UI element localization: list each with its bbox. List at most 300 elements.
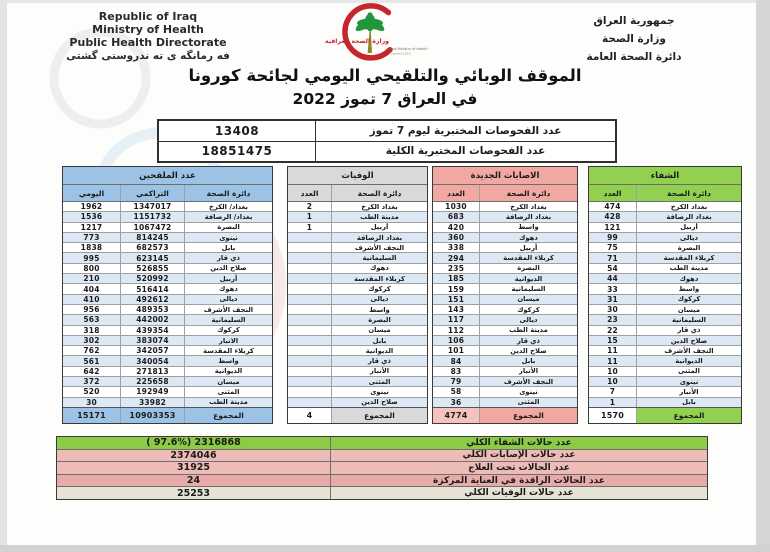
count-cell: 31: [607, 294, 618, 304]
table-row: [288, 314, 427, 324]
count-cell: 302: [83, 336, 100, 345]
governorate-cell: المثنى: [184, 387, 272, 396]
governorate-cell: بغداد/ الكرخ: [184, 202, 272, 211]
table-row: [433, 325, 577, 335]
count-cell: 1217: [80, 222, 103, 232]
count-cell: 7: [609, 387, 616, 397]
governorate-cell: صلاح الدين: [331, 398, 427, 407]
count-cell: 159: [447, 284, 465, 294]
count-cell: 404: [83, 284, 100, 294]
count-cell: 682573: [120, 243, 184, 252]
count-cell: 15: [607, 336, 618, 345]
governorate-cell: ميسان: [331, 326, 427, 335]
count-cell: 30: [86, 397, 97, 407]
count-cell: 428: [604, 212, 621, 222]
governorate-cell: بابل: [184, 243, 272, 252]
table-row: [288, 242, 427, 252]
column-header: دائرة الصحة: [636, 185, 741, 201]
governorate-cell: صلاح الدين: [636, 336, 741, 345]
table-row: [589, 376, 741, 386]
total-count-cell: 4: [288, 408, 331, 423]
column-header: دائرة الصحة: [479, 185, 577, 201]
governorate-cell: السليمانية: [331, 253, 427, 262]
logo-arabic-text: وزارة الصحة العراقية: [325, 38, 389, 45]
table-row: [589, 252, 741, 262]
total-tests-label: عدد الفحوصات المختبرية الكلية: [385, 145, 546, 158]
governorate-cell: الأنبار: [479, 367, 577, 376]
summary-label: عدد الحالات تحت العلاج: [331, 462, 707, 474]
total-count-cell: 4774: [433, 408, 479, 423]
count-cell: 185: [447, 274, 465, 284]
governorate-cell: ذي قار: [184, 253, 272, 262]
count-cell: [288, 295, 331, 304]
table-row: [433, 202, 577, 211]
count-cell: [288, 346, 331, 355]
table-row: [589, 304, 741, 314]
governorate-cell: السليمانية: [184, 315, 272, 324]
governorate-cell: مدينة الطب: [331, 212, 427, 221]
governorate-cell: الديوانية: [184, 367, 272, 376]
governorate-cell: الديوانية: [331, 346, 427, 355]
governorate-cell: مدينة الطب: [636, 264, 741, 273]
count-cell: 33982: [120, 398, 184, 407]
column-header: العدد: [589, 185, 636, 201]
count-cell: 1030: [445, 202, 467, 212]
count-cell: 623145: [120, 253, 184, 262]
governorate-cell: ديالى: [184, 295, 272, 304]
count-cell: [288, 326, 331, 335]
governorate-cell: البصرة: [184, 223, 272, 232]
table-row: [288, 304, 427, 314]
table-row: [433, 366, 577, 376]
governorate-cell: المثنى: [636, 367, 741, 376]
vaccinated-table: [62, 166, 273, 424]
table-row: [63, 335, 272, 345]
count-cell: [288, 398, 331, 407]
governorate-cell: بغداد الكرخ: [331, 202, 427, 211]
count-cell: 474: [604, 202, 621, 212]
count-cell: 338: [447, 243, 465, 253]
count-cell: 1067472: [120, 223, 184, 232]
governorate-cell: بغداد الكرخ: [636, 202, 741, 211]
table-header-row: [433, 185, 577, 202]
governorate-cell: ديالى: [331, 295, 427, 304]
summary-label: عدد حالات الإصابات الكلي: [331, 450, 707, 462]
count-cell: 492612: [120, 295, 184, 304]
count-cell: [288, 387, 331, 396]
table-row: [433, 355, 577, 365]
table-row: [63, 242, 272, 252]
governorate-cell: أربيل: [331, 223, 427, 232]
count-cell: 33: [607, 284, 618, 294]
governorate-cell: صلاح الدين: [479, 346, 577, 355]
governorate-cell: بابل: [331, 336, 427, 345]
governorate-cell: بغداد/ الرصافة: [184, 212, 272, 221]
count-cell: 225658: [120, 377, 184, 386]
count-cell: 235: [447, 263, 465, 273]
table-row: [288, 376, 427, 386]
count-cell: 383074: [120, 336, 184, 345]
table-row: [63, 283, 272, 293]
letterhead-kurdish: فه رمانگه ی ته ندروستی گشتی: [66, 50, 230, 62]
table-row: [63, 386, 272, 396]
daily-tests-label: عدد الفحوصات المختبرية ليوم 7 تموز: [369, 124, 562, 137]
count-cell: 294: [447, 253, 465, 263]
table-row: [288, 252, 427, 262]
totals-summary-table: [56, 436, 708, 500]
governorate-cell: دهوك: [184, 284, 272, 293]
table-row: [63, 376, 272, 386]
table-row: [433, 211, 577, 221]
count-cell: 439354: [120, 326, 184, 335]
governorate-cell: دهوك: [331, 264, 427, 273]
table-header-row: [589, 185, 741, 202]
summary-row: [57, 486, 707, 499]
count-cell: [288, 356, 331, 365]
governorate-cell: النجف الأشرف: [184, 305, 272, 314]
total-tests-value: 18851475: [159, 142, 316, 162]
table-total-row: [589, 407, 741, 423]
table-row: [433, 304, 577, 314]
table-row: [589, 294, 741, 304]
count-cell: 112: [447, 325, 465, 335]
table-row: [288, 397, 427, 407]
governorate-cell: بابل: [479, 356, 577, 365]
governorate-cell: مدينة الطب: [184, 398, 272, 407]
summary-row: [57, 437, 707, 449]
count-cell: 342057: [120, 346, 184, 355]
table-row: [63, 202, 272, 211]
governorate-cell: واسط: [184, 356, 272, 365]
count-cell: 83: [450, 366, 462, 376]
letterhead-english-line3: Public Health Directorate: [69, 36, 227, 49]
letterhead-arabic-line3: دائرة الصحة العامة: [586, 51, 682, 63]
governorate-cell: بابل: [636, 398, 741, 407]
count-cell: 44: [607, 274, 618, 284]
deaths-table: [287, 166, 428, 424]
summary-value: 25253: [57, 487, 331, 499]
table-row: [589, 211, 741, 221]
table-row: [589, 232, 741, 242]
count-cell: 683: [447, 212, 465, 222]
table-row: [63, 273, 272, 283]
table-row: [63, 366, 272, 376]
table-row: [589, 314, 741, 324]
governorate-cell: بغداد الرصافة: [636, 212, 741, 221]
governorate-cell: الديوانية: [636, 356, 741, 365]
count-cell: 79: [450, 377, 462, 387]
summary-label: عدد حالات الشفاء الكلي: [331, 437, 707, 449]
table-row: [589, 242, 741, 252]
governorate-cell: أربيل: [636, 223, 741, 232]
summary-row: [57, 461, 707, 474]
table-row: [63, 232, 272, 242]
count-cell: 121: [604, 222, 621, 232]
table-row: [433, 376, 577, 386]
governorate-cell: السليمانية: [636, 315, 741, 324]
count-cell: 23: [607, 315, 618, 325]
governorate-cell: نينوى: [184, 233, 272, 242]
count-cell: 11: [607, 356, 618, 366]
table-row: [433, 232, 577, 242]
ministry-of-health-logo-icon: [325, 2, 437, 64]
count-cell: 99: [607, 233, 618, 243]
count-cell: 420: [447, 222, 465, 232]
column-header: دائرة الصحة: [184, 185, 272, 201]
count-cell: [288, 243, 331, 252]
count-cell: 773: [83, 233, 100, 243]
table-row: [63, 355, 272, 365]
table-row: [589, 222, 741, 232]
governorate-cell: الديوانية: [479, 274, 577, 283]
table-total-row: [433, 407, 577, 423]
table-header-row: [288, 185, 427, 202]
count-cell: 318: [83, 325, 100, 335]
count-cell: 1536: [80, 212, 103, 222]
palm-tree-icon: [354, 11, 387, 53]
daily-tests-value: 13408: [159, 121, 316, 141]
table-row: [433, 263, 577, 273]
governorate-cell: كركوك: [184, 326, 272, 335]
table-row: [63, 304, 272, 314]
table-row: [288, 355, 427, 365]
count-cell: 561: [83, 356, 100, 366]
governorate-cell: أربيل: [184, 274, 272, 283]
governorate-cell: كربلاء المقدسة: [479, 253, 577, 262]
table-row: [63, 263, 272, 273]
governorate-cell: الأنبار: [636, 387, 741, 396]
table-row: [589, 345, 741, 355]
table-row: [63, 222, 272, 232]
total-count-cell: 15171: [63, 408, 120, 423]
column-header: التراكمي: [120, 185, 184, 201]
table-row: [433, 397, 577, 407]
table-row: [63, 314, 272, 324]
table-row: [433, 386, 577, 396]
total-label-cell: المجموع: [636, 408, 741, 423]
total-label-cell: المجموع: [184, 408, 272, 423]
governorate-cell: دهوك: [479, 233, 577, 242]
governorate-cell: مدينة الطب: [479, 326, 577, 335]
table-row: [63, 294, 272, 304]
count-cell: 84: [450, 356, 462, 366]
table-row: [288, 366, 427, 376]
recovery-table: [588, 166, 742, 424]
count-cell: [288, 336, 331, 345]
count-cell: 442002: [120, 315, 184, 324]
count-cell: 340054: [120, 356, 184, 365]
governorate-cell: البصرة: [636, 243, 741, 252]
count-cell: 192949: [120, 387, 184, 396]
governorate-cell: نينوى: [331, 387, 427, 396]
count-cell: [288, 264, 331, 273]
governorate-cell: واسط: [479, 223, 577, 232]
letterhead-arabic-line1: جمهورية العراق: [593, 15, 675, 27]
governorate-cell: النجف الأشرف: [636, 346, 741, 355]
logo-founded-text: Founded 1920: [389, 51, 411, 56]
governorate-cell: واسط: [331, 305, 427, 314]
letterhead-english-line2: Ministry of Health: [92, 23, 204, 36]
table-row: [288, 273, 427, 283]
column-header: اليومي: [63, 185, 120, 201]
table-row: [433, 283, 577, 293]
governorate-cell: ميسان: [636, 305, 741, 314]
letterhead-arabic: [558, 12, 710, 66]
count-cell: [288, 253, 331, 262]
table-row: [288, 335, 427, 345]
summary-label: عدد حالات الوفيات الكلي: [331, 487, 707, 499]
summary-value: 2374046: [57, 450, 331, 462]
new-infections-table: [432, 166, 578, 424]
count-cell: 2: [306, 202, 313, 212]
governorate-cell: بغداد الكرخ: [479, 202, 577, 211]
total-label-cell: المجموع: [479, 408, 577, 423]
governorate-cell: الانبار: [184, 336, 272, 345]
table-row: [589, 335, 741, 345]
table-title: الوفيات: [288, 167, 427, 185]
report-title-line1: الموقف الوبائي والتلقيحي اليومي لجائحة كورونا: [188, 66, 582, 85]
table-row: [288, 283, 427, 293]
governorate-cell: المثنى: [479, 398, 577, 407]
count-cell: 58: [450, 387, 462, 397]
table-row: [589, 263, 741, 273]
lab-tests-table: [157, 119, 617, 163]
summary-value: 31925: [57, 462, 331, 474]
table-row: [589, 202, 741, 211]
governorate-cell: كربلاء المقدسة: [184, 346, 272, 355]
table-title: الشفاء: [589, 167, 741, 185]
table-header-row: [63, 185, 272, 202]
logo-english-text: Iraqi Ministry of Health: [389, 47, 428, 51]
table-row: [63, 397, 272, 407]
count-cell: 800: [83, 263, 100, 273]
count-cell: 995: [83, 253, 100, 263]
count-cell: [288, 305, 331, 314]
table-row: [433, 252, 577, 262]
table-row: [433, 273, 577, 283]
letterhead-english: [58, 10, 238, 63]
count-cell: 1962: [80, 202, 103, 212]
count-cell: 814245: [120, 233, 184, 242]
governorate-cell: ديالى: [636, 233, 741, 242]
count-cell: 71: [607, 253, 618, 263]
governorate-cell: بغداد الرصافة: [331, 233, 427, 242]
table-total-row: [288, 407, 427, 423]
governorate-cell: المثنى: [331, 377, 427, 386]
table-row: [288, 386, 427, 396]
table-row: [433, 335, 577, 345]
governorate-cell: الأنبار: [331, 367, 427, 376]
governorate-cell: كركوك: [636, 295, 741, 304]
summary-row: [57, 449, 707, 462]
table-row: [433, 222, 577, 232]
summary-label: عدد الحالات الراقدة في العناية المركزة: [331, 475, 707, 487]
count-cell: [288, 367, 331, 376]
governorate-cell: ذي قار: [331, 356, 427, 365]
count-cell: 54: [607, 263, 618, 273]
count-cell: 642: [83, 366, 100, 376]
table-row: [63, 345, 272, 355]
count-cell: 1: [306, 222, 313, 232]
letterhead-arabic-line2: وزارة الصحة: [602, 33, 666, 45]
count-cell: 101: [447, 346, 465, 356]
total-count-cell: 10903353: [120, 408, 184, 423]
count-cell: 10: [607, 377, 618, 387]
count-cell: 151: [447, 294, 465, 304]
count-cell: 762: [83, 346, 100, 356]
count-cell: [288, 274, 331, 283]
count-cell: [288, 284, 331, 293]
total-count-cell: 1570: [589, 408, 636, 423]
count-cell: 271813: [120, 367, 184, 376]
governorate-cell: البصرة: [331, 315, 427, 324]
table-row: [63, 211, 272, 221]
count-cell: 520: [83, 387, 100, 397]
table-row: [433, 294, 577, 304]
summary-row: [57, 474, 707, 487]
governorate-cell: أربيل: [479, 243, 577, 252]
governorate-cell: السليمانية: [479, 284, 577, 293]
table-row: [288, 325, 427, 335]
count-cell: 75: [607, 243, 618, 253]
count-cell: 11: [607, 346, 618, 356]
governorate-cell: ميسان: [184, 377, 272, 386]
table-row: [589, 386, 741, 396]
count-cell: 22: [607, 325, 618, 335]
count-cell: 30: [607, 305, 618, 315]
count-cell: 1: [306, 212, 313, 222]
letterhead-english-line1: Republic of Iraq: [98, 10, 198, 23]
count-cell: 526855: [120, 264, 184, 273]
table-row: [288, 211, 427, 221]
count-cell: 489353: [120, 305, 184, 314]
count-cell: 360: [447, 233, 465, 243]
count-cell: 36: [450, 397, 462, 407]
count-cell: 520992: [120, 274, 184, 283]
table-title: عدد الملقحين: [63, 167, 272, 185]
governorate-cell: البصرة: [479, 264, 577, 273]
table-row: [589, 273, 741, 283]
count-cell: 106: [447, 336, 465, 345]
count-cell: 956: [83, 305, 100, 315]
count-cell: 1838: [80, 243, 103, 253]
governorate-cell: النجف الأشرف: [479, 377, 577, 386]
table-row: [589, 355, 741, 365]
total-label-cell: المجموع: [331, 408, 427, 423]
table-row: [589, 397, 741, 407]
count-cell: [288, 315, 331, 324]
summary-value: 24: [57, 475, 331, 487]
column-header: العدد: [433, 185, 479, 201]
column-header: دائرة الصحة: [331, 185, 427, 201]
governorate-cell: كركوك: [479, 305, 577, 314]
count-cell: [288, 233, 331, 242]
table-row: [288, 222, 427, 232]
governorate-cell: كربلاء المقدسة: [636, 253, 741, 262]
summary-value: ( 97.6%) 2316868: [57, 437, 331, 449]
table-row: [159, 121, 615, 141]
count-cell: 516414: [120, 284, 184, 293]
count-cell: 210: [83, 274, 100, 284]
count-cell: 10: [607, 366, 618, 376]
scan-edge-bottom: [0, 545, 770, 552]
table-row: [589, 283, 741, 293]
table-row: [288, 232, 427, 242]
count-cell: 117: [447, 315, 465, 325]
governorate-cell: واسط: [636, 284, 741, 293]
governorate-cell: ديالى: [479, 315, 577, 324]
column-header: العدد: [288, 185, 331, 201]
